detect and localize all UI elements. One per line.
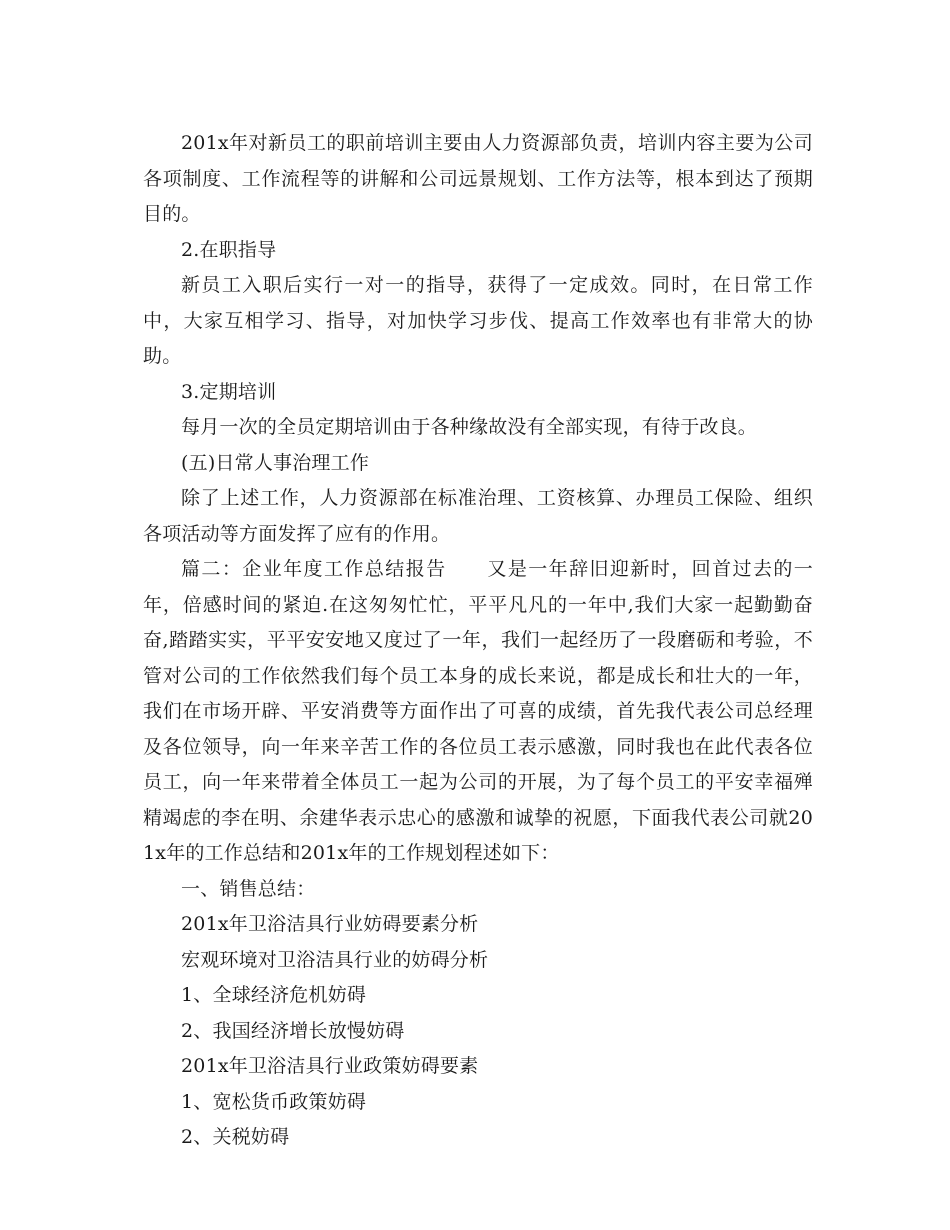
paragraph-daily-hr-work: 除了上述工作，人力资源部在标准治理、工资核算、办理员工保险、组织各项活动等方面发挥了应有的作用。 [143, 487, 813, 545]
list-item-global-crisis: 1、全球经济危机妨碍 [181, 984, 367, 1006]
heading-sales-summary: 一、销售总结： [181, 877, 316, 900]
heading-daily-hr-work: (五)日常人事治理工作 [181, 451, 370, 474]
document-body [143, 126, 813, 1156]
paragraph-annual-report-intro: 篇二：企业年度工作总结报告 又是一年辞旧迎新时，回首过去的一年，倍感时间的紧迫.在这匆匆忙忙，平平凡凡的一年中,我们大家一起勤勤奋奋,踏踏实实，平平安安地又度过了一年，我们一起经历了一段磨砺和考验，不管对公司的工作依然我们每个员工本身的成长来说，都是成长和壮大的一年，我们在市场开辟、平安消费等方面作出了可喜的成绩，首先我代表公司总经理及各位领导，向一年来辛苦工作的各位员工表示感激，同时我也在此代表各位员工，向一年来带着全体员工一起为公司的开展，为了每个员工的平安幸福殚精竭虑的李在明、余建华表示忠心的感激和诚挚的祝愿，下面我代表公司就201x年的工作总结和201x年的工作规划程述如下： [143, 558, 813, 864]
paragraph-new-staff-training: 201x年对新员工的职前培训主要由人力资源部负责，培训内容主要为公司各项制度、工作流程等的讲解和公司远景规划、工作方法等，根本到达了预期目的。 [143, 132, 813, 225]
paragraph-regular-training: 每月一次的全员定期培训由于各种缘故没有全部实现，有待于改良。 [181, 416, 758, 438]
heading-on-job-guidance: 2.在职指导 [181, 238, 277, 261]
heading-regular-training: 3.定期培训 [181, 380, 277, 403]
heading-industry-factors: 201x年卫浴洁具行业妨碍要素分析 [181, 913, 479, 935]
heading-macro-environment: 宏观环境对卫浴洁具行业的妨碍分析 [181, 948, 489, 971]
paragraph-on-job-guidance: 新员工入职后实行一对一的指导，获得了一定成效。同时，在日常工作中，大家互相学习、指导，对加快学习步伐、提高工作效率也有非常大的协助。 [143, 274, 813, 367]
list-item-monetary-policy: 1、宽松货币政策妨碍 [181, 1090, 367, 1113]
list-item-tariff: 2、关税妨碍 [181, 1126, 290, 1148]
heading-policy-factors: 201x年卫浴洁具行业政策妨碍要素 [181, 1055, 479, 1077]
list-item-economic-slowdown: 2、我国经济增长放慢妨碍 [181, 1019, 405, 1042]
